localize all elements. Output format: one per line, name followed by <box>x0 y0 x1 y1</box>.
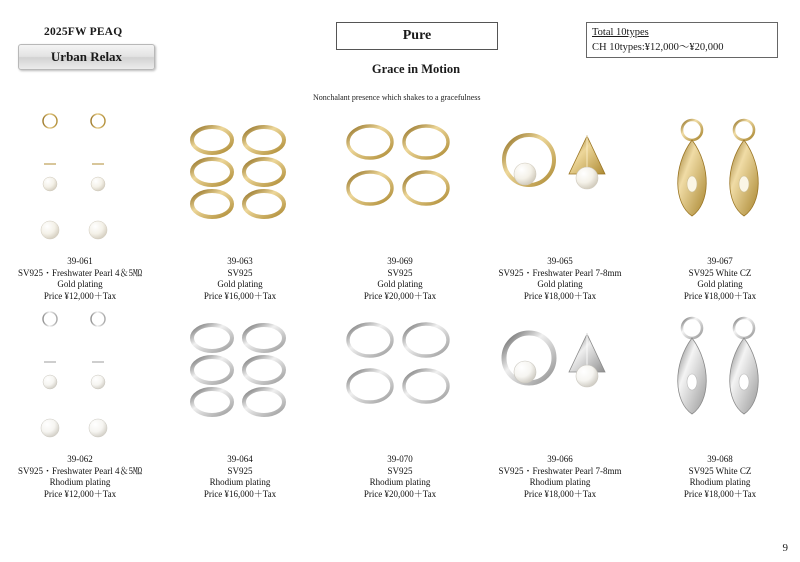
product-image-pearl-drop-chain <box>0 112 160 252</box>
product-price: Price ¥18,000＋Tax <box>683 488 757 499</box>
product-material: SV925 <box>227 465 253 476</box>
product-code: 39-070 <box>387 454 413 464</box>
product-caption <box>364 256 436 302</box>
product-caption <box>204 256 276 302</box>
product-plating: Gold plating <box>217 279 263 289</box>
product-price: Price ¥16,000＋Tax <box>203 488 277 499</box>
product-price: Price ¥16,000＋Tax <box>203 290 277 301</box>
product-plating: Rhodium plating <box>49 477 111 487</box>
product-caption <box>499 454 622 500</box>
product-cell[interactable] <box>320 112 480 302</box>
product-cell[interactable] <box>640 112 800 302</box>
product-image-double-oval-link <box>320 112 480 252</box>
product-caption <box>18 256 142 302</box>
product-code: 39-063 <box>227 256 253 266</box>
product-material: SV925 <box>227 267 253 278</box>
product-caption <box>364 454 436 500</box>
subtagline: Nonchalant presence which shakes to a gracefulness <box>313 93 481 102</box>
product-caption <box>684 256 756 302</box>
product-plating: Rhodium plating <box>209 477 271 487</box>
product-plating: Rhodium plating <box>689 477 751 487</box>
total-price-range: CH 10types:¥12,000～¥20,000 <box>592 42 724 53</box>
product-grid <box>0 112 800 500</box>
product-cell[interactable] <box>640 310 800 500</box>
product-plating: Gold plating <box>697 279 743 289</box>
product-price: Price ¥18,000＋Tax <box>683 290 757 301</box>
page-number: 9 <box>782 542 788 554</box>
product-caption <box>499 256 622 302</box>
product-code: 39-065 <box>547 256 573 266</box>
product-row <box>0 112 800 302</box>
product-price: Price ¥20,000＋Tax <box>363 290 437 301</box>
product-image-pearl-drop-chain <box>0 310 160 450</box>
product-plating: Gold plating <box>537 279 583 289</box>
product-price: Price ¥12,000＋Tax <box>43 290 117 301</box>
product-material: SV925 <box>387 465 413 476</box>
product-code: 39-066 <box>547 454 573 464</box>
product-code: 39-069 <box>387 256 413 266</box>
product-image-teardrop-cz <box>640 112 800 252</box>
product-material: SV925 White CZ <box>688 465 752 476</box>
product-material: SV925・Freshwater Pearl 7-8mm <box>498 465 622 476</box>
product-plating: Rhodium plating <box>369 477 431 487</box>
product-code: 39-061 <box>67 256 93 266</box>
product-code: 39-068 <box>707 454 733 464</box>
product-material: SV925 <box>387 267 413 278</box>
product-cell[interactable] <box>0 310 160 500</box>
product-material: SV925 White CZ <box>688 267 752 278</box>
product-cell[interactable] <box>160 310 320 500</box>
product-cell[interactable] <box>480 112 640 302</box>
product-code: 39-062 <box>67 454 93 464</box>
product-row <box>0 310 800 500</box>
product-image-triple-oval-chain <box>160 310 320 450</box>
tagline: Grace in Motion <box>371 62 461 76</box>
product-caption <box>684 454 756 500</box>
product-price: Price ¥18,000＋Tax <box>523 488 597 499</box>
product-material: SV925・Freshwater Pearl 7-8mm <box>498 267 622 278</box>
product-code: 39-064 <box>227 454 253 464</box>
product-image-teardrop-cz <box>640 310 800 450</box>
product-caption <box>204 454 276 500</box>
product-image-double-oval-link <box>320 310 480 450</box>
product-price: Price ¥20,000＋Tax <box>363 488 437 499</box>
product-image-pearl-hoop-cone <box>480 112 640 252</box>
product-price: Price ¥12,000＋Tax <box>43 488 117 499</box>
product-image-triple-oval-chain <box>160 112 320 252</box>
theme-badge <box>18 44 155 70</box>
product-cell[interactable] <box>160 112 320 302</box>
product-plating: Rhodium plating <box>529 477 591 487</box>
theme-badge-label: Urban Relax <box>50 49 123 64</box>
total-summary-box <box>586 22 778 58</box>
season-label: 2025FW PEAQ <box>44 26 123 38</box>
product-code: 39-067 <box>707 256 733 266</box>
product-material: SV925・Freshwater Pearl 4＆5㏁ <box>18 267 142 278</box>
collection-title-box <box>336 22 498 50</box>
product-price: Price ¥18,000＋Tax <box>523 290 597 301</box>
total-types: Total 10types <box>592 27 649 38</box>
product-plating: Gold plating <box>377 279 423 289</box>
product-cell[interactable] <box>0 112 160 302</box>
product-cell[interactable] <box>480 310 640 500</box>
product-material: SV925・Freshwater Pearl 4＆5㏁ <box>18 465 142 476</box>
product-plating: Gold plating <box>57 279 103 289</box>
product-caption <box>18 454 142 500</box>
product-image-pearl-hoop-cone <box>480 310 640 450</box>
collection-title: Pure <box>402 28 432 43</box>
product-cell[interactable] <box>320 310 480 500</box>
